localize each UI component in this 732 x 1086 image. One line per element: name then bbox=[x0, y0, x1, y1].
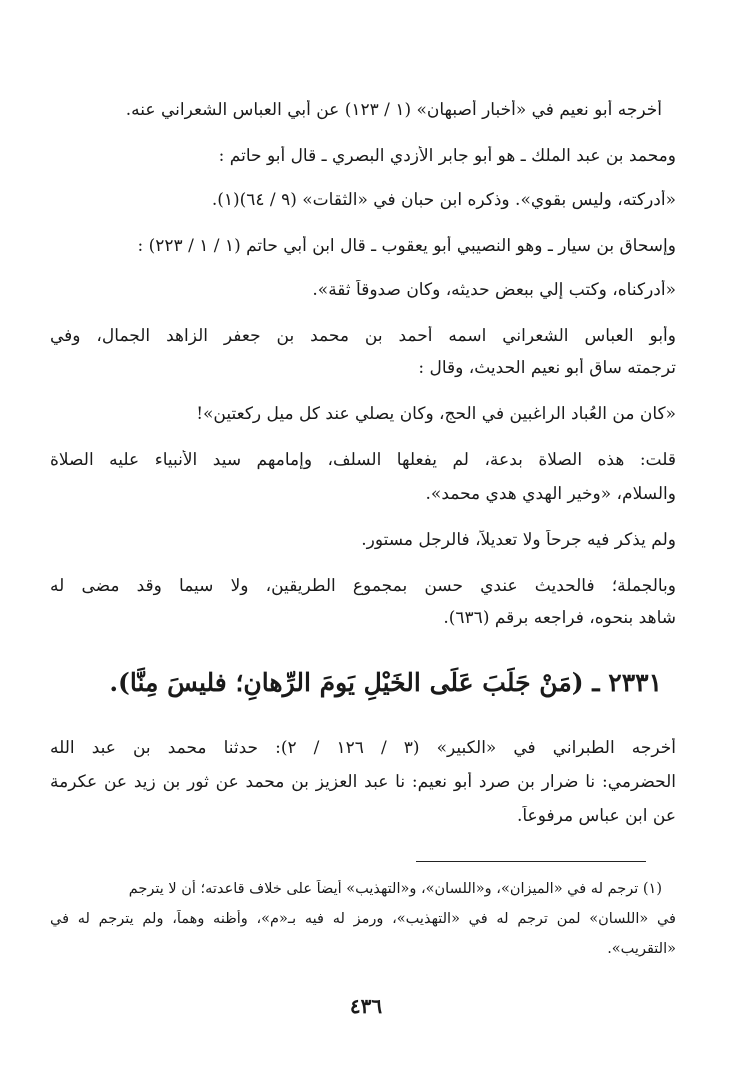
footnote-divider bbox=[416, 861, 646, 862]
hadith-heading: ٢٣٣١ ـ (مَنْ جَلَبَ عَلَى الخَيْلِ يَومَ الرِّهانِ؛ فليسَ مِنَّا). bbox=[109, 668, 662, 697]
footnote-line: في «اللسان» لمن ترجم له في «التهذيب»، ورمز له فيه بـ«م»، وأظنه وهماً، ولم يترجم له في bbox=[50, 911, 676, 927]
text-line: وإسحاق بن سيار ـ وهو النصيبي أبو يعقوب ـ قال ابن أبي حاتم (١ / ١ / ٢٢٣) : bbox=[137, 236, 676, 256]
text-line: «أدركناه، وكتب إلي ببعض حديثه، وكان صدوقاً ثقة». bbox=[312, 280, 676, 300]
quote-line bbox=[50, 280, 676, 300]
paragraph bbox=[50, 146, 676, 166]
paragraph-line: والسلام، «وخير الهدي هدي محمد». bbox=[425, 484, 676, 504]
takhrij-line: الحضرمي: نا ضرار بن صرد أبو نعيم: نا عبد العزيز بن محمد عن ثور بن زيد عن عكرمة bbox=[50, 772, 676, 792]
paragraph-line: ترجمته ساق أبو نعيم الحديث، وقال : bbox=[418, 358, 676, 378]
footnote-line: «التقريب». bbox=[607, 941, 676, 957]
paragraph-line: وأبو العباس الشعراني اسمه أحمد بن محمد بن جعفر الزاهد الجمال، وفي bbox=[50, 326, 676, 346]
quote-line bbox=[50, 190, 676, 210]
paragraph-line: ولم يذكر فيه جرحاً ولا تعديلاً، فالرجل مستور. bbox=[361, 530, 676, 550]
page-number: ٤٣٦ bbox=[349, 994, 383, 1018]
paragraph-line: قلت: هذه الصلاة بدعة، لم يفعلها السلف، وإمامهم سيد الأنبياء عليه الصلاة bbox=[50, 450, 676, 470]
quote-line: «كان من العُباد الراغبين في الحج، وكان يصلي عند كل ميل ركعتين»! bbox=[196, 404, 676, 424]
paragraph bbox=[50, 236, 676, 256]
takhrij-line: أخرجه الطبراني في «الكبير» (٣ / ١٢٦ / ٢): حدثنا محمد بن عبد الله bbox=[50, 738, 676, 758]
text-line: ومحمد بن عبد الملك ـ هو أبو جابر الأزدي البصري ـ قال أبو حاتم : bbox=[218, 146, 676, 166]
conclusion-line: شاهد بنحوه، فراجعه برقم (٦٣٦). bbox=[443, 608, 676, 628]
conclusion-line: وبالجملة؛ فالحديث عندي حسن بمجموع الطريقين، ولا سيما وقد مضى له bbox=[50, 576, 676, 596]
footnote-line: (١) ترجم له في «الميزان»، و«اللسان»، و«التهذيب» أيضاً على خلاف قاعدته؛ أن لا يترجم bbox=[128, 881, 662, 897]
takhrij-line: عن ابن عباس مرفوعاً. bbox=[516, 806, 676, 826]
text-line: أخرجه أبو نعيم في «أخبار أصبهان» (١ / ١٢٣) عن أبي العباس الشعراني عنه. bbox=[125, 100, 662, 120]
paragraph bbox=[36, 100, 676, 120]
text-line: «أدركته، وليس بقوي». وذكره ابن حبان في «الثقات» (٩ / ٦٤)(١). bbox=[211, 190, 676, 210]
